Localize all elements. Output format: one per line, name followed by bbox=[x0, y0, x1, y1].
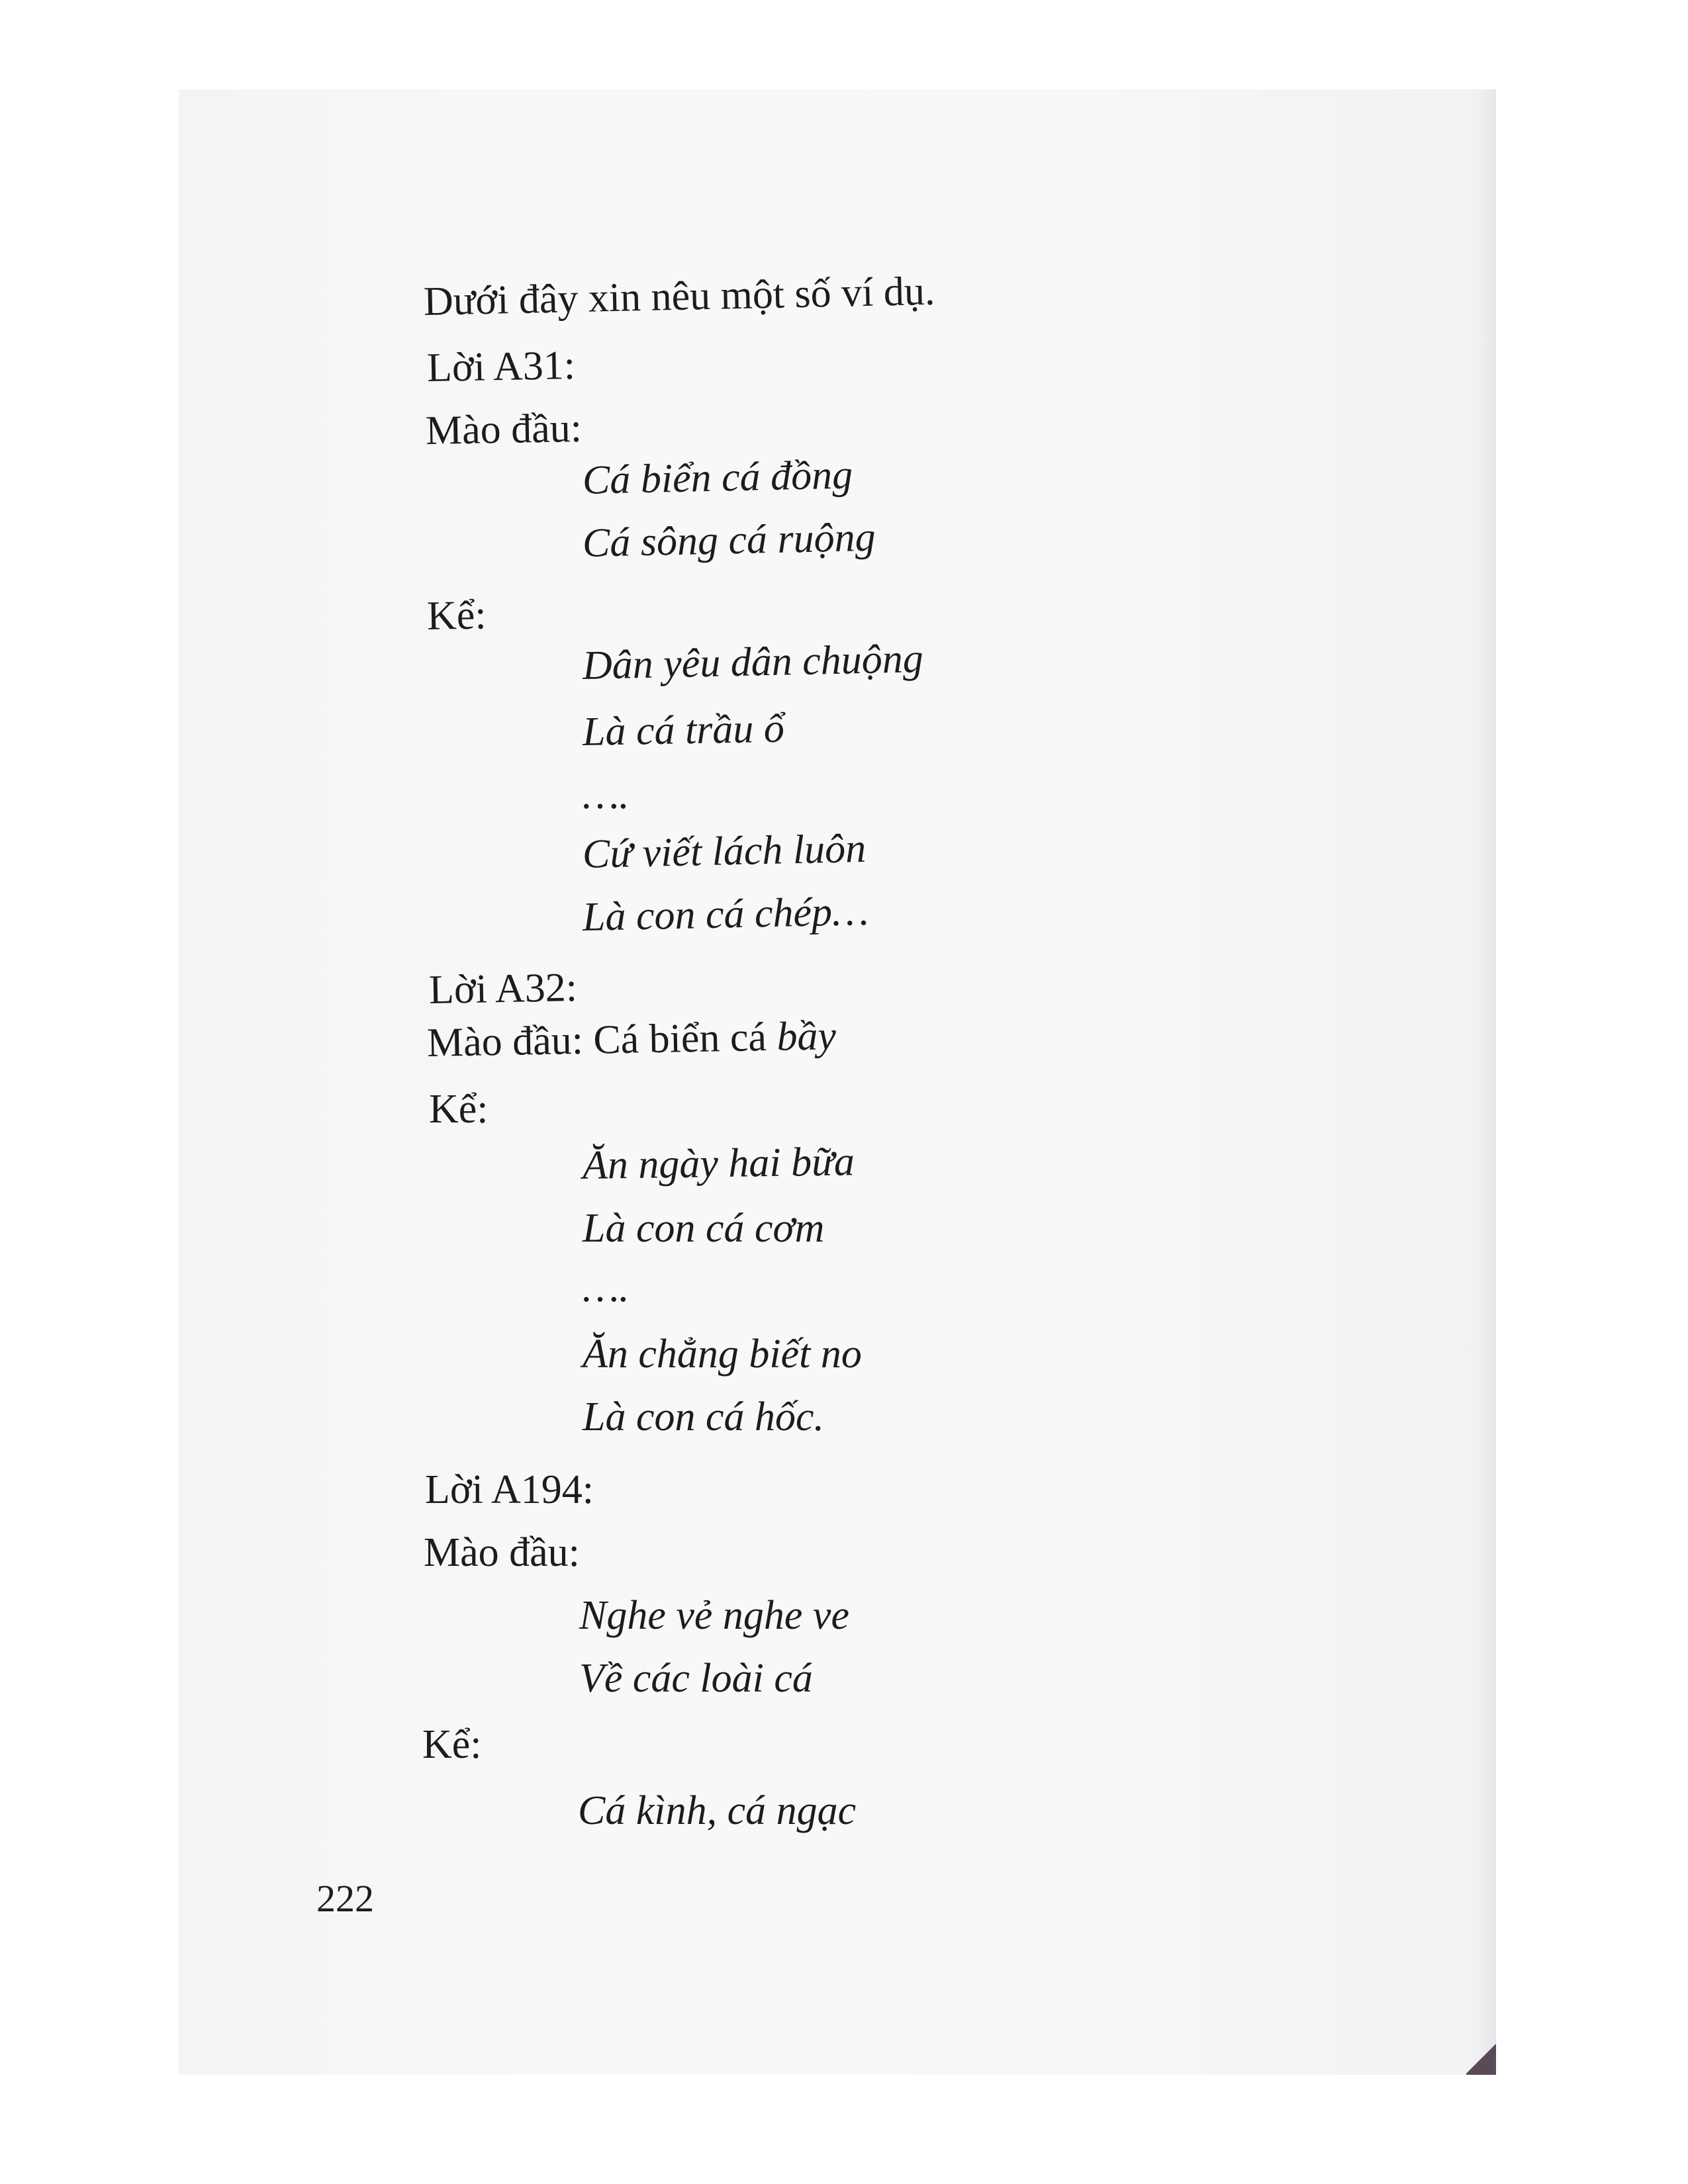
a31-tell-line-2: Là cá trầu ổ bbox=[582, 705, 785, 754]
a31-opening-line-1: Cá biển cá đồng bbox=[582, 452, 853, 503]
a32-opening-line bbox=[426, 1015, 836, 1064]
a194-tell-line-1: Cá kình, cá ngạc bbox=[578, 1788, 857, 1833]
a32-tell-label: Kể: bbox=[429, 1087, 489, 1132]
page-corner-mark bbox=[1466, 2042, 1496, 2075]
a31-tell-ellipsis: …. bbox=[583, 772, 630, 817]
a32-label: Lời A32: bbox=[428, 965, 578, 1013]
a31-tell-line-3: Cứ viết lách luôn bbox=[582, 826, 867, 877]
a32-tell-line-3: Ăn chẳng biết no bbox=[583, 1332, 862, 1377]
intro-text: Dưới đây xin nêu một số ví dụ. bbox=[423, 268, 936, 324]
a32-tell-ellipsis: …. bbox=[583, 1265, 630, 1310]
a31-tell-line-1: Dân yêu dân chuộng bbox=[582, 636, 924, 688]
page-number: 222 bbox=[316, 1877, 374, 1920]
a31-opening-label: Mào đầu: bbox=[425, 405, 583, 453]
a32-tell-line-4: Là con cá hốc. bbox=[583, 1394, 825, 1439]
a32-tell-line-2: Là con cá cơm bbox=[583, 1206, 825, 1251]
a194-label: Lời A194: bbox=[425, 1467, 594, 1512]
a194-opening-line-1: Nghe vẻ nghe ve bbox=[579, 1593, 849, 1638]
a32-opening-text: Cá biển cá bbox=[592, 1015, 767, 1063]
a32-tell-line-1: Ăn ngày hai bữa bbox=[582, 1139, 855, 1188]
a194-opening-line-2: Về các loài cá bbox=[579, 1656, 813, 1701]
a194-opening-label: Mào đầu: bbox=[424, 1530, 580, 1575]
a32-opening-label: Mào đầu: bbox=[426, 1017, 584, 1066]
a194-tell-label: Kể: bbox=[422, 1722, 482, 1767]
page-edge-shadow bbox=[1479, 89, 1496, 2075]
a32-opening-text-italic: bầy bbox=[776, 1013, 837, 1060]
book-page bbox=[179, 89, 1496, 2075]
a31-opening-line-2: Cá sông cá ruộng bbox=[582, 514, 876, 566]
a31-tell-label: Kể: bbox=[426, 592, 487, 639]
a31-tell-line-4: Là con cá chép… bbox=[582, 888, 869, 940]
a31-label: Lời A31: bbox=[426, 343, 576, 390]
